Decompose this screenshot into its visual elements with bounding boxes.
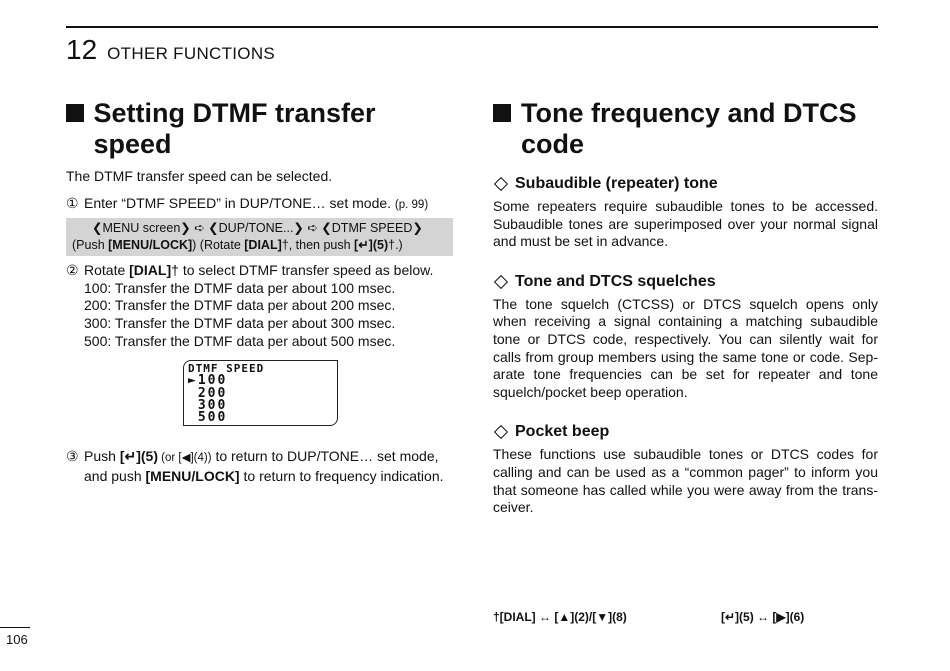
chapter-name: OTHER FUNCTIONS <box>107 44 276 63</box>
chapter-header <box>66 34 275 66</box>
menu-lock-key: [MENU/LOCK] <box>108 238 193 253</box>
footnote-dial: †[DIAL] ↔ [▲](2)/[▼](8) <box>493 610 627 624</box>
enter-key: [↵](5) <box>354 238 389 253</box>
title-line-2: code <box>521 129 585 159</box>
page-number-rule <box>0 627 30 628</box>
subsection-squelches <box>493 273 878 402</box>
menu-instr-g: †.) <box>388 238 403 253</box>
step-2-body <box>84 262 433 350</box>
subsection-heading-text: Subaudible (repeater) tone <box>515 175 718 192</box>
step-number: ② <box>66 262 79 279</box>
subsection-heading-text: Tone and DTCS squelches <box>515 272 716 290</box>
footnote-enter: [↵](5) ↔ [▶](6) <box>721 610 805 624</box>
section-title-text: Setting DTMF transfer speed <box>93 98 376 159</box>
subsection-body: These functions use subaudible tones or DTCS codes for calling and can be used as a “common pager” to inform you that someone has called while you were away from the trans-ceiver. <box>493 446 878 516</box>
subsection-body: The tone squelch (CTCSS) or DTCS squelch opens only when receiving a signal containing a matching subaudible tone or DTCS code, respectively. You can silently wait for calls from group members using the same tone or code. Sep-arate tone frequencies can be set for repeater and tone squelch/pocket beep operation. <box>493 295 878 400</box>
enter-key: [↵](5) <box>119 448 158 465</box>
intro-text: The DTMF transfer speed can be selected. <box>66 168 333 184</box>
step-1-text <box>84 195 428 215</box>
section-title <box>66 98 453 160</box>
speed-option: 100: Transfer the DTMF data per about 100 msec. <box>84 279 396 296</box>
subsection-heading <box>493 423 878 441</box>
subsection-body: Some repeaters require subaudible tones to be accessed. Subaudible tones are superimposed over your normal signal and must be set in advance. <box>493 198 878 250</box>
lcd-option: ►100 <box>188 373 228 389</box>
diamond-icon <box>494 275 508 289</box>
menu-path-box <box>66 218 453 256</box>
step-3-mid: to return to DUP/TONE… set mode, and push <box>84 448 439 484</box>
left-column <box>66 98 453 485</box>
step-3 <box>66 448 453 485</box>
menu-instr-e: †, then push <box>281 238 355 253</box>
step-2-post: † to select DTMF transfer speed as below. <box>171 262 434 279</box>
subsection-heading <box>493 273 878 291</box>
title-line-1: Tone frequency and DTCS <box>521 98 857 128</box>
step-2-pre: Rotate <box>84 262 130 279</box>
lcd-option: 300 <box>188 397 228 413</box>
speed-option: 200: Transfer the DTMF data per about 200 msec. <box>84 297 396 314</box>
dial-key: [DIAL] <box>244 238 282 253</box>
menu-path: ❮MENU screen❯ ➪ ❮DUP/TONE...❯ ➪ ❮DTMF SPEED❯ <box>92 221 423 236</box>
page-number: 106 <box>6 632 28 647</box>
lcd-display <box>183 360 338 426</box>
subsection-heading-text: Pocket beep <box>515 423 610 441</box>
header-rule <box>66 26 878 28</box>
chapter-number: 12 <box>66 34 98 65</box>
step-3-post: to return to frequency indication. <box>239 467 444 484</box>
lcd-option: 500 <box>188 410 228 426</box>
step-1 <box>66 195 453 215</box>
menu-lock-key: [MENU/LOCK] <box>145 467 240 484</box>
subsection-heading <box>493 175 878 193</box>
step-3-pre: Push <box>84 448 120 465</box>
section-title-text <box>521 98 857 160</box>
diamond-icon <box>494 425 508 439</box>
subsection-pocket-beep <box>493 423 878 516</box>
square-bullet-icon <box>493 98 515 160</box>
step-number: ③ <box>66 448 79 465</box>
lcd-header: DTMF SPEED <box>188 362 265 376</box>
alt-key: (or [◀](4)) <box>157 452 212 465</box>
menu-instr-c: ) (Rotate <box>192 238 245 253</box>
page-ref: (p. 99) <box>394 198 429 211</box>
step-3-text <box>84 448 453 485</box>
menu-instr-a: (Push <box>72 238 109 253</box>
section-title <box>493 98 878 160</box>
step-1-main: Enter “DTMF SPEED” in DUP/TONE… set mode. <box>84 194 392 211</box>
lcd-option: 200 <box>188 385 228 401</box>
speed-option: 500: Transfer the DTMF data per about 500 msec. <box>84 332 396 349</box>
diamond-icon <box>494 177 508 191</box>
right-column <box>493 98 878 517</box>
step-number: ① <box>66 194 79 211</box>
subsection-subaudible <box>493 175 878 251</box>
dial-key: [DIAL] <box>129 262 172 279</box>
menu-instructions <box>72 237 447 254</box>
step-2 <box>66 262 453 350</box>
speed-option: 300: Transfer the DTMF data per about 300 msec. <box>84 314 396 331</box>
step-2-text <box>84 262 433 280</box>
square-bullet-icon <box>66 98 88 160</box>
